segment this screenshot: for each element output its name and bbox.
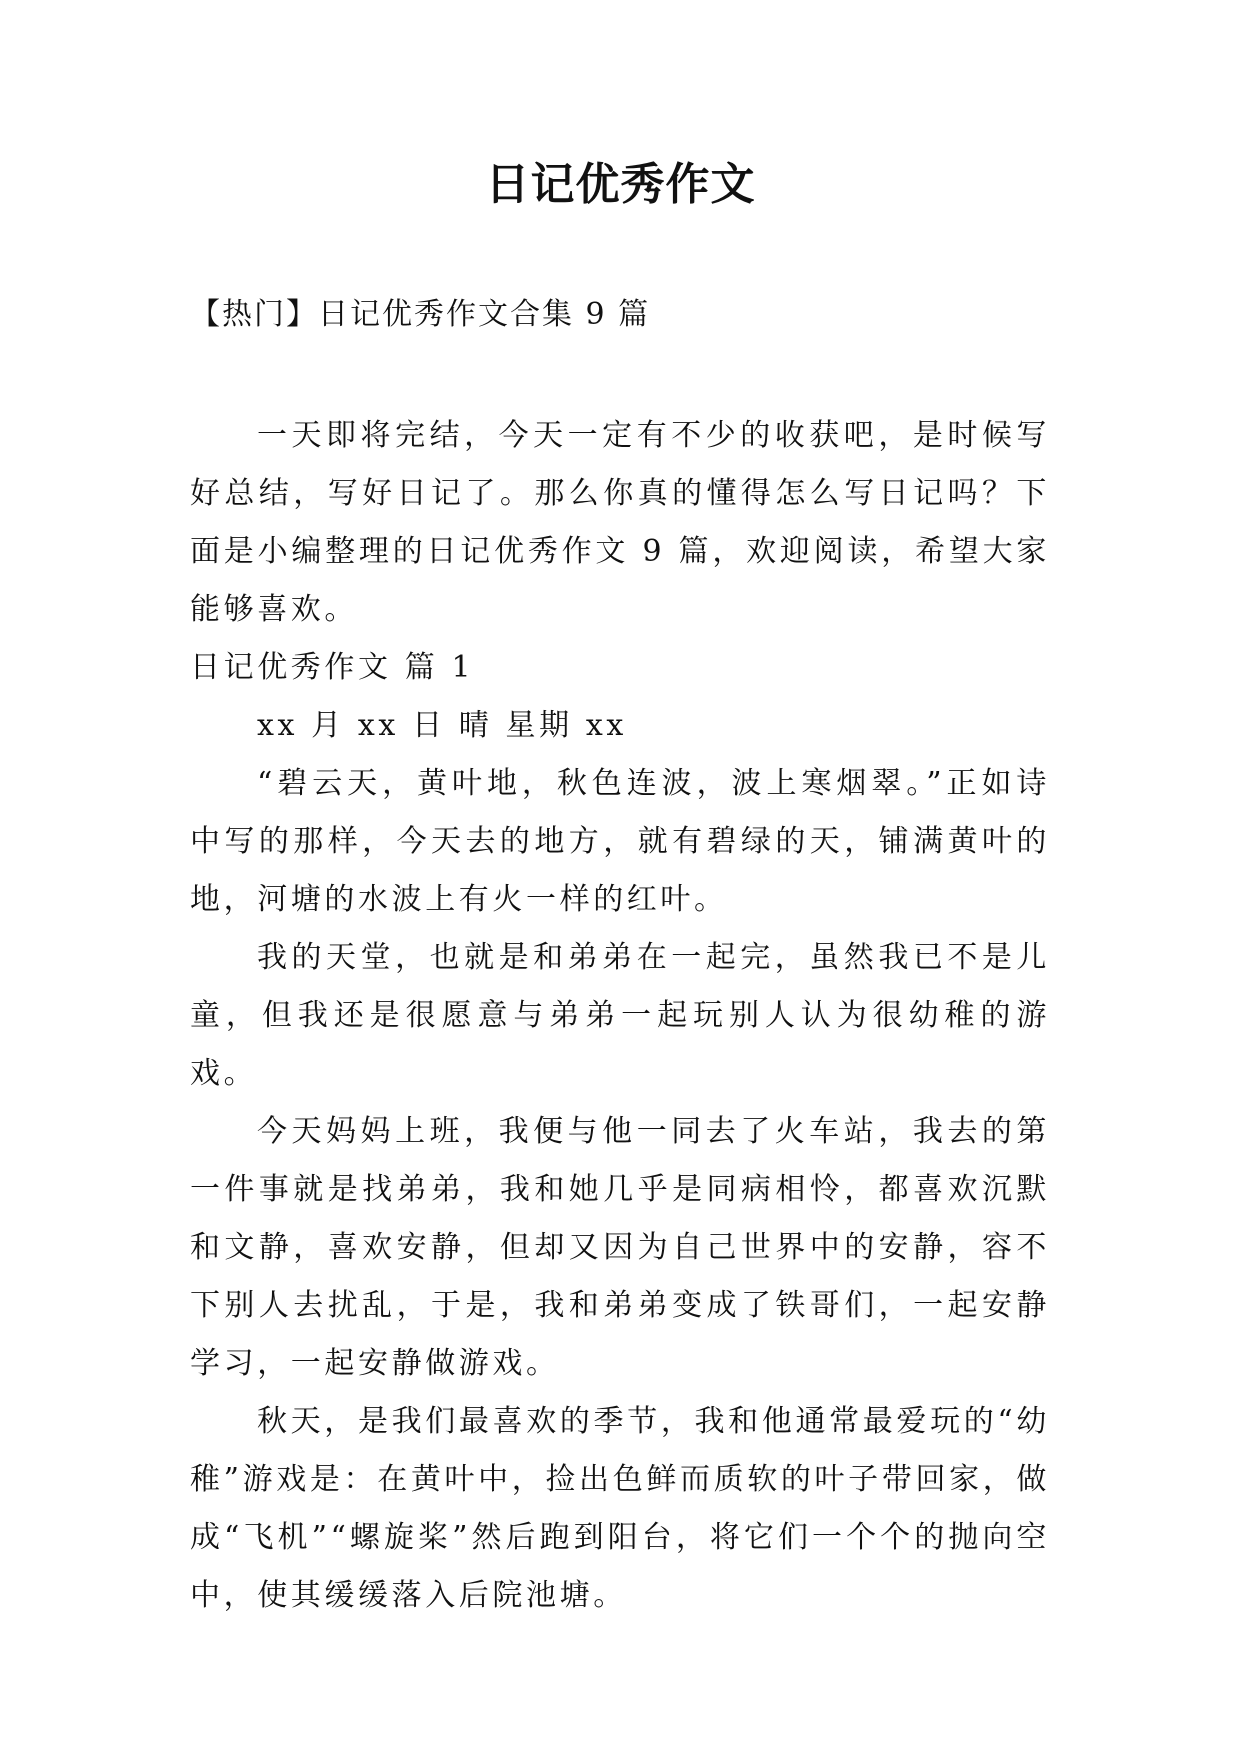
document-title: 日记优秀作文	[485, 159, 756, 210]
body-paragraph: 我的天堂，也就是和弟弟在一起完，虽然我已不是儿童，但我还是很愿意与弟弟一起玩别人认为很幼稚的游戏。	[190, 940, 1050, 1091]
date-line: xx 月 xx 日 晴 星期 xx	[257, 708, 627, 743]
body-paragraph: “碧云天，黄叶地，秋色连波，波上寒烟翠。”正如诗中写的那样，今天去的地方，就有碧绿的天，铺满黄叶的地，河塘的水波上有火一样的红叶。	[190, 766, 1050, 917]
body-paragraph: 秋天，是我们最喜欢的季节，我和他通常最爱玩的“幼稚”游戏是：在黄叶中，捡出色鲜而质软的叶子带回家，做成“飞机”“螺旋桨”然后跑到阳台，将它们一个个的抛向空中，使其缓缓落入后院池塘。	[190, 1404, 1050, 1613]
section-heading: 日记优秀作文 篇 1	[190, 650, 475, 685]
body-paragraph: 今天妈妈上班，我便与他一同去了火车站，我去的第一件事就是找弟弟，我和她几乎是同病相怜，都喜欢沉默和文静，喜欢安静，但却又因为自己世界中的安静，容不下别人去扰乱，于是，我和弟弟变成了铁哥们，一起安静学习，一起安静做游戏。	[190, 1114, 1050, 1381]
intro-paragraph: 一天即将完结，今天一定有不少的收获吧，是时候写好总结，写好日记了。那么你真的懂得怎么写日记吗？下面是小编整理的日记优秀作文 9 篇，欢迎阅读，希望大家能够喜欢。	[190, 418, 1050, 627]
document-subtitle: 【热门】日记优秀作文合集 9 篇	[190, 297, 651, 332]
document-body	[190, 407, 1050, 1625]
